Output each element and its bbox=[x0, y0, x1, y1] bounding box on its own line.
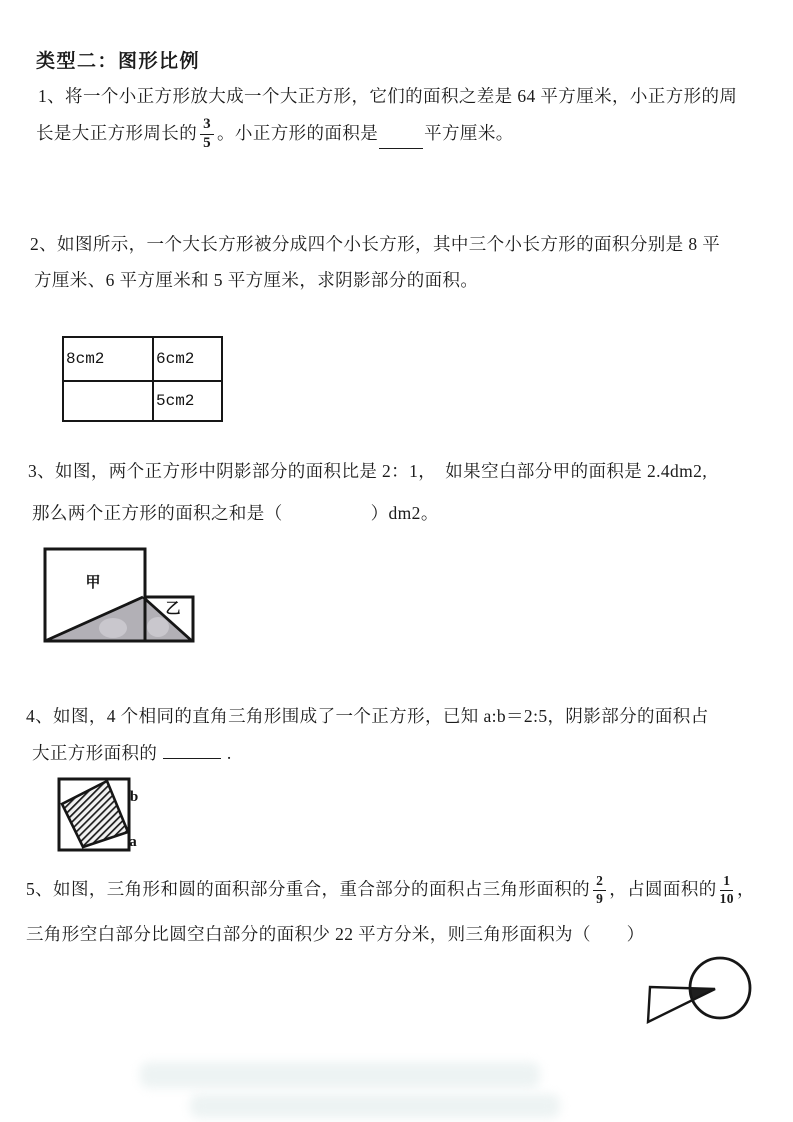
q1-line2-post: 平方厘米。 bbox=[424, 123, 514, 144]
q5-fraction-1 bbox=[593, 874, 606, 905]
q4-line1: 4、如图，4 个相同的直角三角形围成了一个正方形，已知 a:b＝2:5，阴影部分的面积占 bbox=[26, 706, 709, 726]
inner-tilted-square-hatched bbox=[62, 781, 128, 847]
label-b: b bbox=[129, 789, 139, 805]
label-yi: 乙 bbox=[165, 601, 181, 617]
q4-line2-pre: 大正方形面积的 bbox=[32, 743, 158, 763]
q2-cell-top-right bbox=[154, 338, 221, 382]
q3-line1: 3、如图，两个正方形中阴影部分的面积比是 2：1， 如果空白部分甲的面积是 2.4dm2, bbox=[28, 461, 708, 481]
q5-figure-triangle-circle bbox=[628, 947, 778, 1039]
q3-line2-pre: 那么两个正方形的面积之和是（ bbox=[32, 503, 283, 523]
q3-line2 bbox=[32, 503, 439, 524]
q4-answer-blank bbox=[163, 743, 221, 759]
label-jia: 甲 bbox=[85, 575, 101, 591]
q1-line1: 1、将一个小正方形放大成一个大正方形，它们的面积之差是 64 平方厘米，小正方形的周 bbox=[38, 86, 738, 106]
q5-line1-mid: ，占圆面积的 bbox=[609, 879, 717, 900]
q1-line2-mid: 。小正方形的面积是 bbox=[217, 123, 379, 144]
q5-line2: 三角形空白部分比圆空白部分的面积少 22 平方分米，则三角形面积为（ ） bbox=[26, 924, 645, 944]
q1-fraction bbox=[200, 117, 214, 152]
q2-cell-bottom-right-label: 5cm2 bbox=[156, 392, 195, 410]
q5-fraction-2 bbox=[720, 874, 734, 905]
scan-blotch bbox=[99, 618, 127, 638]
q5-line1 bbox=[26, 868, 755, 912]
q2-line1: 2、如图所示，一个大长方形被分成四个小长方形，其中三个小长方形的面积分别是 8 平 bbox=[30, 234, 721, 254]
q5-fraction2-numerator: 1 bbox=[720, 874, 733, 890]
label-a: a bbox=[129, 834, 137, 850]
q1-fraction-denominator: 5 bbox=[203, 134, 212, 151]
q2-cell-bottom-right bbox=[154, 382, 221, 420]
q5-fraction1-denominator: 9 bbox=[596, 890, 604, 906]
q2-cell-bottom-left-shaded bbox=[64, 382, 154, 420]
q3-figure-two-squares bbox=[28, 540, 213, 652]
q4-line2 bbox=[32, 743, 232, 764]
q1-answer-blank bbox=[379, 133, 423, 149]
q1-line2 bbox=[36, 112, 514, 156]
q2-cell-top-left bbox=[64, 338, 154, 382]
q2-cell-top-left-label: 8cm2 bbox=[66, 350, 105, 368]
q5-line1-pre: 5、如图，三角形和圆的面积部分重合，重合部分的面积占三角形面积的 bbox=[26, 879, 591, 900]
section-title: 类型二：图形比例 bbox=[36, 51, 201, 72]
q2-line2: 方厘米、6 平方厘米和 5 平方厘米，求阴影部分的面积。 bbox=[34, 270, 479, 290]
page-bleedthrough bbox=[140, 1062, 540, 1088]
q5-fraction1-numerator: 2 bbox=[593, 874, 606, 890]
q2-figure-divided-rectangle bbox=[62, 336, 223, 422]
q5-line1-post: ， bbox=[736, 879, 755, 900]
q1-fraction-numerator: 3 bbox=[200, 117, 214, 135]
q5-fraction2-denominator: 10 bbox=[719, 890, 734, 906]
page-bleedthrough bbox=[190, 1094, 560, 1118]
q3-line2-post: ）dm2。 bbox=[370, 503, 439, 523]
q4-line2-post: . bbox=[226, 743, 232, 763]
q2-cell-top-right-label: 6cm2 bbox=[156, 350, 195, 368]
q1-line2-pre: 长是大正方形周长的 bbox=[36, 123, 198, 144]
q4-figure-square-in-square bbox=[45, 770, 145, 858]
scan-blotch bbox=[147, 617, 169, 637]
